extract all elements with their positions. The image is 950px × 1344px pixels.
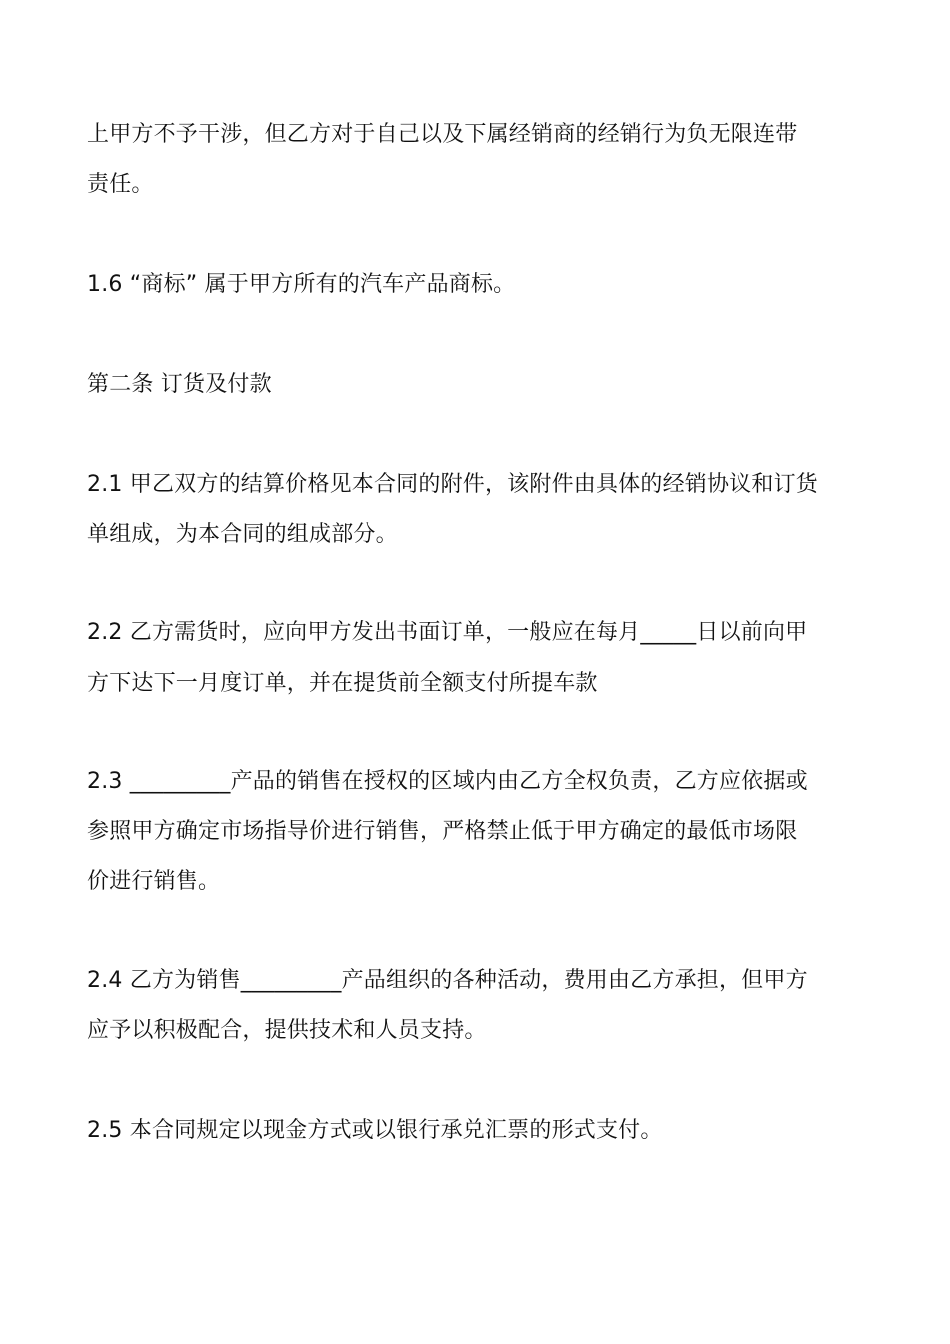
article-2-heading: 第二条 订货及付款 — [87, 372, 272, 397]
clause-2-5: 2.5 本合同规定以现金方式或以银行承兑汇票的形式支付。 — [87, 1118, 663, 1143]
clause-2-3-line-1: 2.3 _________产品的销售在授权的区域内由乙方全权负责，乙方应依据或 — [87, 769, 808, 794]
clause-2-4-line-2: 应予以积极配合，提供技术和人员支持。 — [87, 1018, 487, 1043]
clause-2-4-line-1: 2.4 乙方为销售_________产品组织的各种活动，费用由乙方承担，但甲方 — [87, 968, 808, 993]
paragraph-continuation-line-2: 责任。 — [87, 172, 154, 197]
clause-1-6: 1.6 “商标” 属于甲方所有的汽车产品商标。 — [87, 272, 516, 297]
clause-2-2-line-1: 2.2 乙方需货时，应向甲方发出书面订单，一般应在每月_____日以前向甲 — [87, 620, 808, 645]
clause-2-1-line-2: 单组成，为本合同的组成部分。 — [87, 522, 398, 547]
paragraph-continuation-line-1: 上甲方不予干涉，但乙方对于自己以及下属经销商的经销行为负无限连带 — [87, 122, 798, 147]
clause-2-1-line-1: 2.1 甲乙双方的结算价格见本合同的附件，该附件由具体的经销协议和订货 — [87, 472, 818, 497]
clause-2-2-line-2: 方下达下一月度订单，并在提货前全额支付所提车款 — [87, 671, 598, 696]
clause-2-3-line-3: 价进行销售。 — [87, 869, 221, 894]
clause-2-3-line-2: 参照甲方确定市场指导价进行销售，严格禁止低于甲方确定的最低市场限 — [87, 819, 798, 844]
